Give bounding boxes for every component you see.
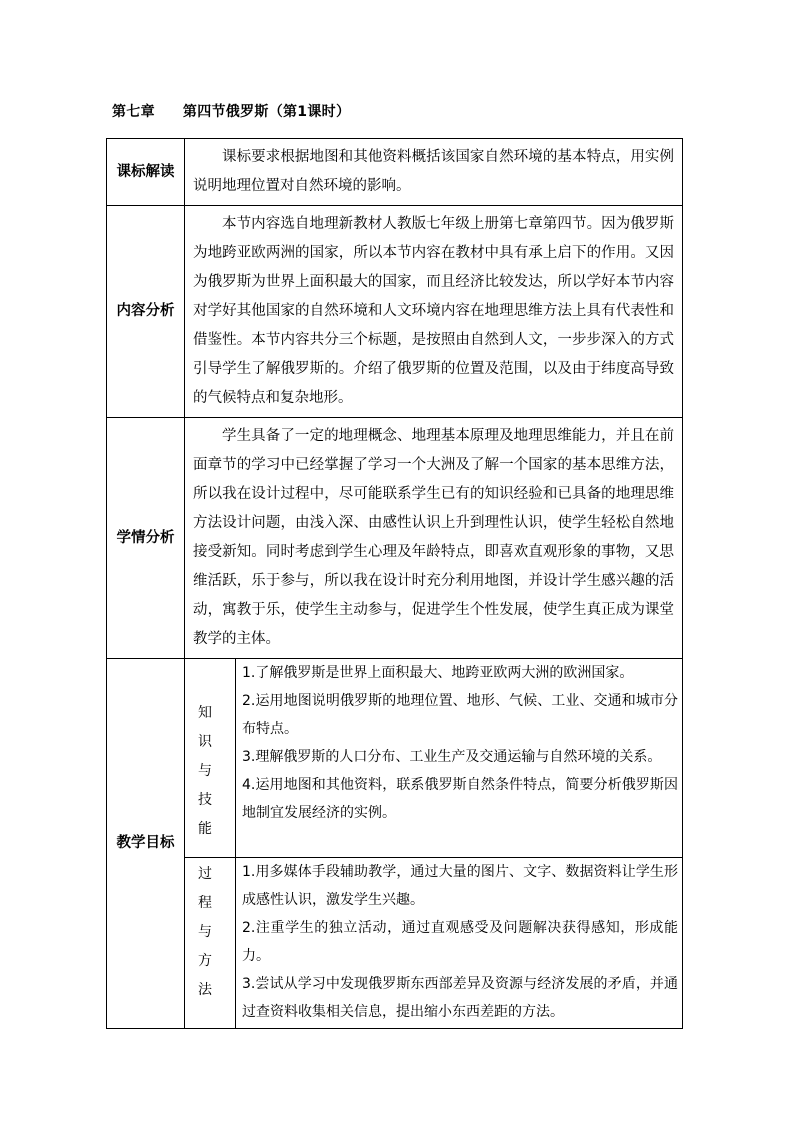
- row-content-analysis: [185, 206, 683, 418]
- list-item: 3.尝试从学习中发现俄罗斯东西部差异及资源与经济发展的矛盾，并通过查资料收集相关信息，提出缩小东西差距的方法。: [242, 976, 678, 1020]
- row-content-students: [185, 418, 683, 659]
- chapter-label: 第七章: [112, 104, 155, 120]
- table-row: [107, 858, 683, 1029]
- row-label-goals: 教学目标: [107, 659, 185, 1029]
- process-goals-list: [236, 858, 683, 1029]
- list-item: 3.理解俄罗斯的人口分布、工业生产及交通运输与自然环境的关系。: [242, 749, 662, 765]
- table-row: [107, 418, 683, 659]
- table-row: [107, 659, 683, 858]
- list-item: 1.了解俄罗斯是世界上面积最大、地跨亚欧两大洲的欧洲国家。: [242, 665, 634, 681]
- table-row: [107, 206, 683, 418]
- list-item: 4.运用地图和其他资料，联系俄罗斯自然条件特点，简要分析俄罗斯因地制宜发展经济的实例。: [242, 777, 678, 821]
- lesson-plan-table: [106, 138, 683, 1029]
- row-label-students: 学情分析: [107, 418, 185, 659]
- students-analysis-text: 学生具备了一定的地理概念、地理基本原理及地理思维能力，并且在前面章节的学习中已经掌握了学习一个大洲及了解一个国家的基本思维方法，所以我在设计过程中，尽可能联系学生已有的知识经验和已具备的地理思维方法设计问题，由浅入深、由感性认识上升到理性认识，使学生轻松自然地接受新知。同时考虑到学生心理及年龄特点，即喜欢直观形象的事物，又思维活跃，乐于参与，所以我在设计时充分利用地图，并设计学生感兴趣的活动，寓教于乐，使学生主动参与，促进学生个性发展，使学生真正成为课堂教学的主体。: [193, 428, 674, 647]
- list-item: 1.用多媒体手段辅助教学，通过大量的图片、文字、数据资料让学生形成感性认识，激发学生兴趣。: [242, 864, 678, 908]
- content-analysis-text: 本节内容选自地理新教材人教版七年级上册第七章第四节。因为俄罗斯为地跨亚欧两洲的国家，所以本节内容在教材中具有承上启下的作用。又因为俄罗斯为世界上面积最大的国家，而且经济比较发达，所以学好本节内容对学好其他国家的自然环境和人文环境内容在地理思维方法上具有代表性和借鉴性。本节内容共分三个标题，是按照由自然到人文，一步步深入的方式引导学生了解俄罗斯的。介绍了俄罗斯的位置及范围，以及由于纬度高导致的气候特点和复杂地形。: [193, 216, 674, 406]
- table-row: [107, 139, 683, 206]
- knowledge-goals-list: [236, 659, 683, 858]
- row-label-curriculum: 课标解读: [107, 139, 185, 206]
- page-title: [112, 101, 350, 121]
- section-title: 第四节俄罗斯（第1课时）: [182, 104, 351, 120]
- curriculum-text: 课标要求根据地图和其他资料概括该国家自然环境的基本特点，用实例说明地理位置对自然环境的影响。: [193, 149, 674, 194]
- row-label-content: 内容分析: [107, 206, 185, 418]
- row-content-curriculum: [185, 139, 683, 206]
- list-item: 2.运用地图说明俄罗斯的地理位置、地形、气候、工业、交通和城市分布特点。: [242, 693, 678, 737]
- list-item: 2.注重学生的独立活动，通过直观感受及问题解决获得感知，形成能力。: [242, 920, 678, 964]
- sub-label-process: 过程与方法: [185, 858, 236, 1029]
- sub-label-knowledge: 知识与技能: [185, 659, 236, 858]
